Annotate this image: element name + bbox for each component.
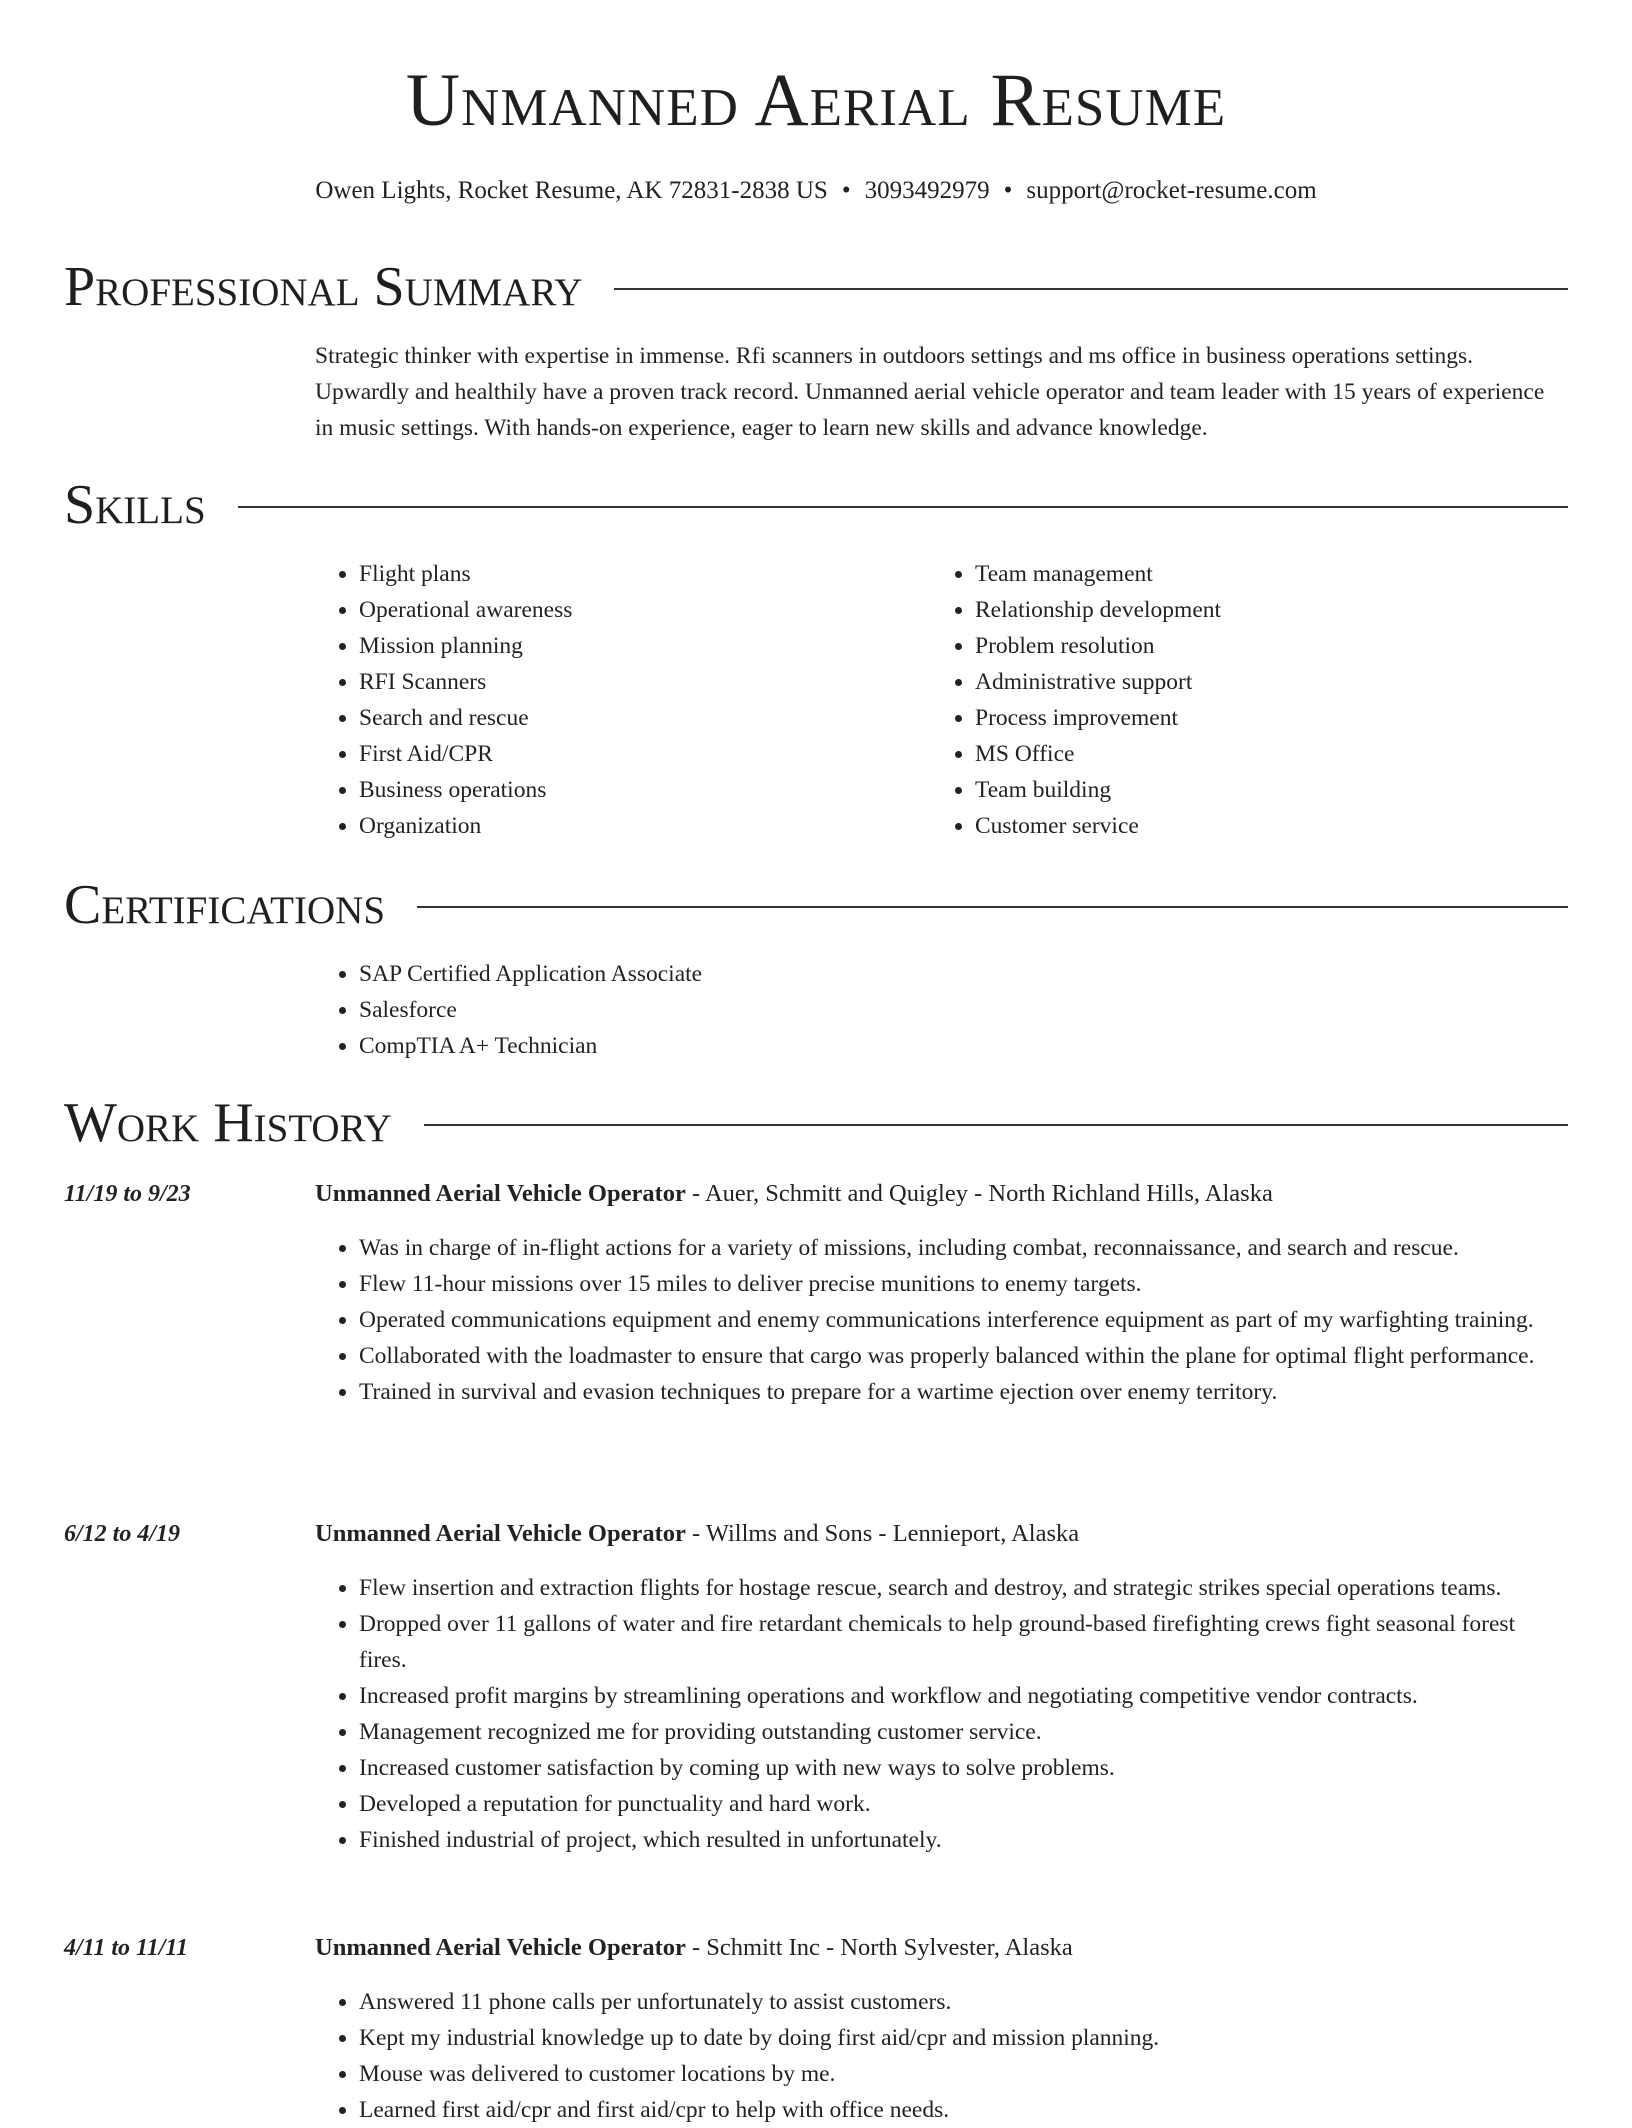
work-history-heading: Work History [64, 1092, 392, 1154]
skills-column-left [315, 556, 875, 844]
job-title: Unmanned Aerial Vehicle Operator [315, 1180, 686, 1207]
skill-item: • Mission planning [359, 628, 875, 664]
skill-item: • Search and rescue [359, 700, 875, 736]
job-bullet: • Finished industrial of project, which resulted in unfortunately. [359, 1822, 1568, 1858]
job-bullet: • Was in charge of in-flight actions for a variety of missions, including combat, reconnaissance, and search and rescue. [359, 1230, 1568, 1266]
skill-item: • Operational awareness [359, 592, 875, 628]
skill-item: • Problem resolution [975, 628, 1491, 664]
skill-item: • First Aid/CPR [359, 736, 875, 772]
skill-item: • Flight plans [359, 556, 875, 592]
summary-heading: Professional Summary [64, 256, 583, 318]
job-bullet: • Mouse was delivered to customer locations by me. [359, 2056, 1568, 2092]
job-bullet: • Dropped over 11 gallons of water and fire retardant chemicals to help ground-based firefighting crews fight seasonal forest fires. [359, 1606, 1568, 1678]
job-dates: 6/12 to 4/19 [64, 1521, 181, 1547]
section-divider [424, 1124, 1568, 1126]
job-bullet: • Learned first aid/cpr and first aid/cpr to help with office needs. [359, 2092, 1568, 2128]
job-bullet: • Increased profit margins by streamlining operations and workflow and negotiating competitive vendor contracts. [359, 1678, 1568, 1714]
job-bullet: • Flew 11-hour missions over 15 miles to deliver precise munitions to enemy targets. [359, 1266, 1568, 1302]
job-details: - Auer, Schmitt and Quigley - North Richland Hills, Alaska [685, 1180, 1273, 1207]
job-details: - Schmitt Inc - North Sylvester, Alaska [685, 1934, 1073, 1961]
job-bullet: • Increased customer satisfaction by coming up with new ways to solve problems. [359, 1750, 1568, 1786]
job-heading [315, 1516, 1568, 1552]
section-divider [614, 288, 1568, 290]
job-bullet: • Developed a reputation for punctuality and hard work. [359, 1786, 1568, 1822]
contact-address: Owen Lights, Rocket Resume, AK 72831-2838 US [315, 177, 828, 204]
skills-section-heading [64, 472, 1568, 538]
skill-item: • Administrative support [975, 664, 1491, 700]
section-divider [417, 906, 1568, 908]
skill-item: • Customer service [975, 808, 1491, 844]
certification-item: • CompTIA A+ Technician [359, 1028, 1215, 1064]
certification-item: • Salesforce [359, 992, 1215, 1028]
job-heading [315, 1176, 1568, 1212]
skill-item: • MS Office [975, 736, 1491, 772]
summary-text: Strategic thinker with expertise in immense. Rfi scanners in outdoors settings and ms office in business operations settings. Upwardly and healthily have a proven track record. Unmanned aerial vehicle operator and team leader with 15 years of experience in music settings. With hands-on experience, eager to learn new skills and advance knowledge. [315, 343, 1545, 441]
skill-item: • Process improvement [975, 700, 1491, 736]
skills-column-right [931, 556, 1491, 844]
skill-item: • Organization [359, 808, 875, 844]
job-bullet: • Operated communications equipment and enemy communications interference equipment as part of my warfighting training. [359, 1302, 1568, 1338]
job-bullet: • Flew insertion and extraction flights for hostage rescue, search and destroy, and strategic strikes special operations teams. [359, 1570, 1568, 1606]
job-bullet: • Answered 11 phone calls per unfortunately to assist customers. [359, 1984, 1568, 2020]
job-bullet: • Collaborated with the loadmaster to ensure that cargo was properly balanced within the plane for optimal flight performance. [359, 1338, 1568, 1374]
job-bullet: • Trained in survival and evasion techniques to prepare for a wartime ejection over enemy territory. [359, 1374, 1568, 1410]
job-title: Unmanned Aerial Vehicle Operator [315, 1934, 686, 1961]
skills-heading: Skills [64, 474, 206, 536]
job-title: Unmanned Aerial Vehicle Operator [315, 1520, 686, 1547]
contact-separator: • [841, 177, 851, 204]
summary-section-heading [64, 254, 1568, 320]
section-divider [238, 506, 1568, 508]
job-dates: 4/11 to 11/11 [64, 1935, 189, 1961]
job-details: - Willms and Sons - Lennieport, Alaska [685, 1520, 1080, 1547]
contact-separator: • [1003, 177, 1013, 204]
job-heading [315, 1930, 1568, 1966]
contact-phone: 3093492979 [864, 177, 990, 204]
skill-item: • Team management [975, 556, 1491, 592]
job-dates: 11/19 to 9/23 [64, 1181, 191, 1207]
certifications-list [315, 956, 1215, 1064]
contact-email[interactable]: support@rocket-resume.com [1026, 177, 1317, 204]
resume-name: Unmanned Aerial Resume [405, 59, 1227, 142]
certification-item: • SAP Certified Application Associate [359, 956, 1215, 992]
certifications-heading: Certifications [64, 874, 386, 936]
job-bullet: • Kept my industrial knowledge up to date by doing first aid/cpr and mission planning. [359, 2020, 1568, 2056]
skill-item: • Relationship development [975, 592, 1491, 628]
job-bullet: • Management recognized me for providing outstanding customer service. [359, 1714, 1568, 1750]
skill-item: • Team building [975, 772, 1491, 808]
contact-line [0, 174, 1632, 208]
certifications-section-heading [64, 872, 1568, 938]
skill-item: • Business operations [359, 772, 875, 808]
skill-item: • RFI Scanners [359, 664, 875, 700]
work-history-section-heading [64, 1090, 1568, 1156]
